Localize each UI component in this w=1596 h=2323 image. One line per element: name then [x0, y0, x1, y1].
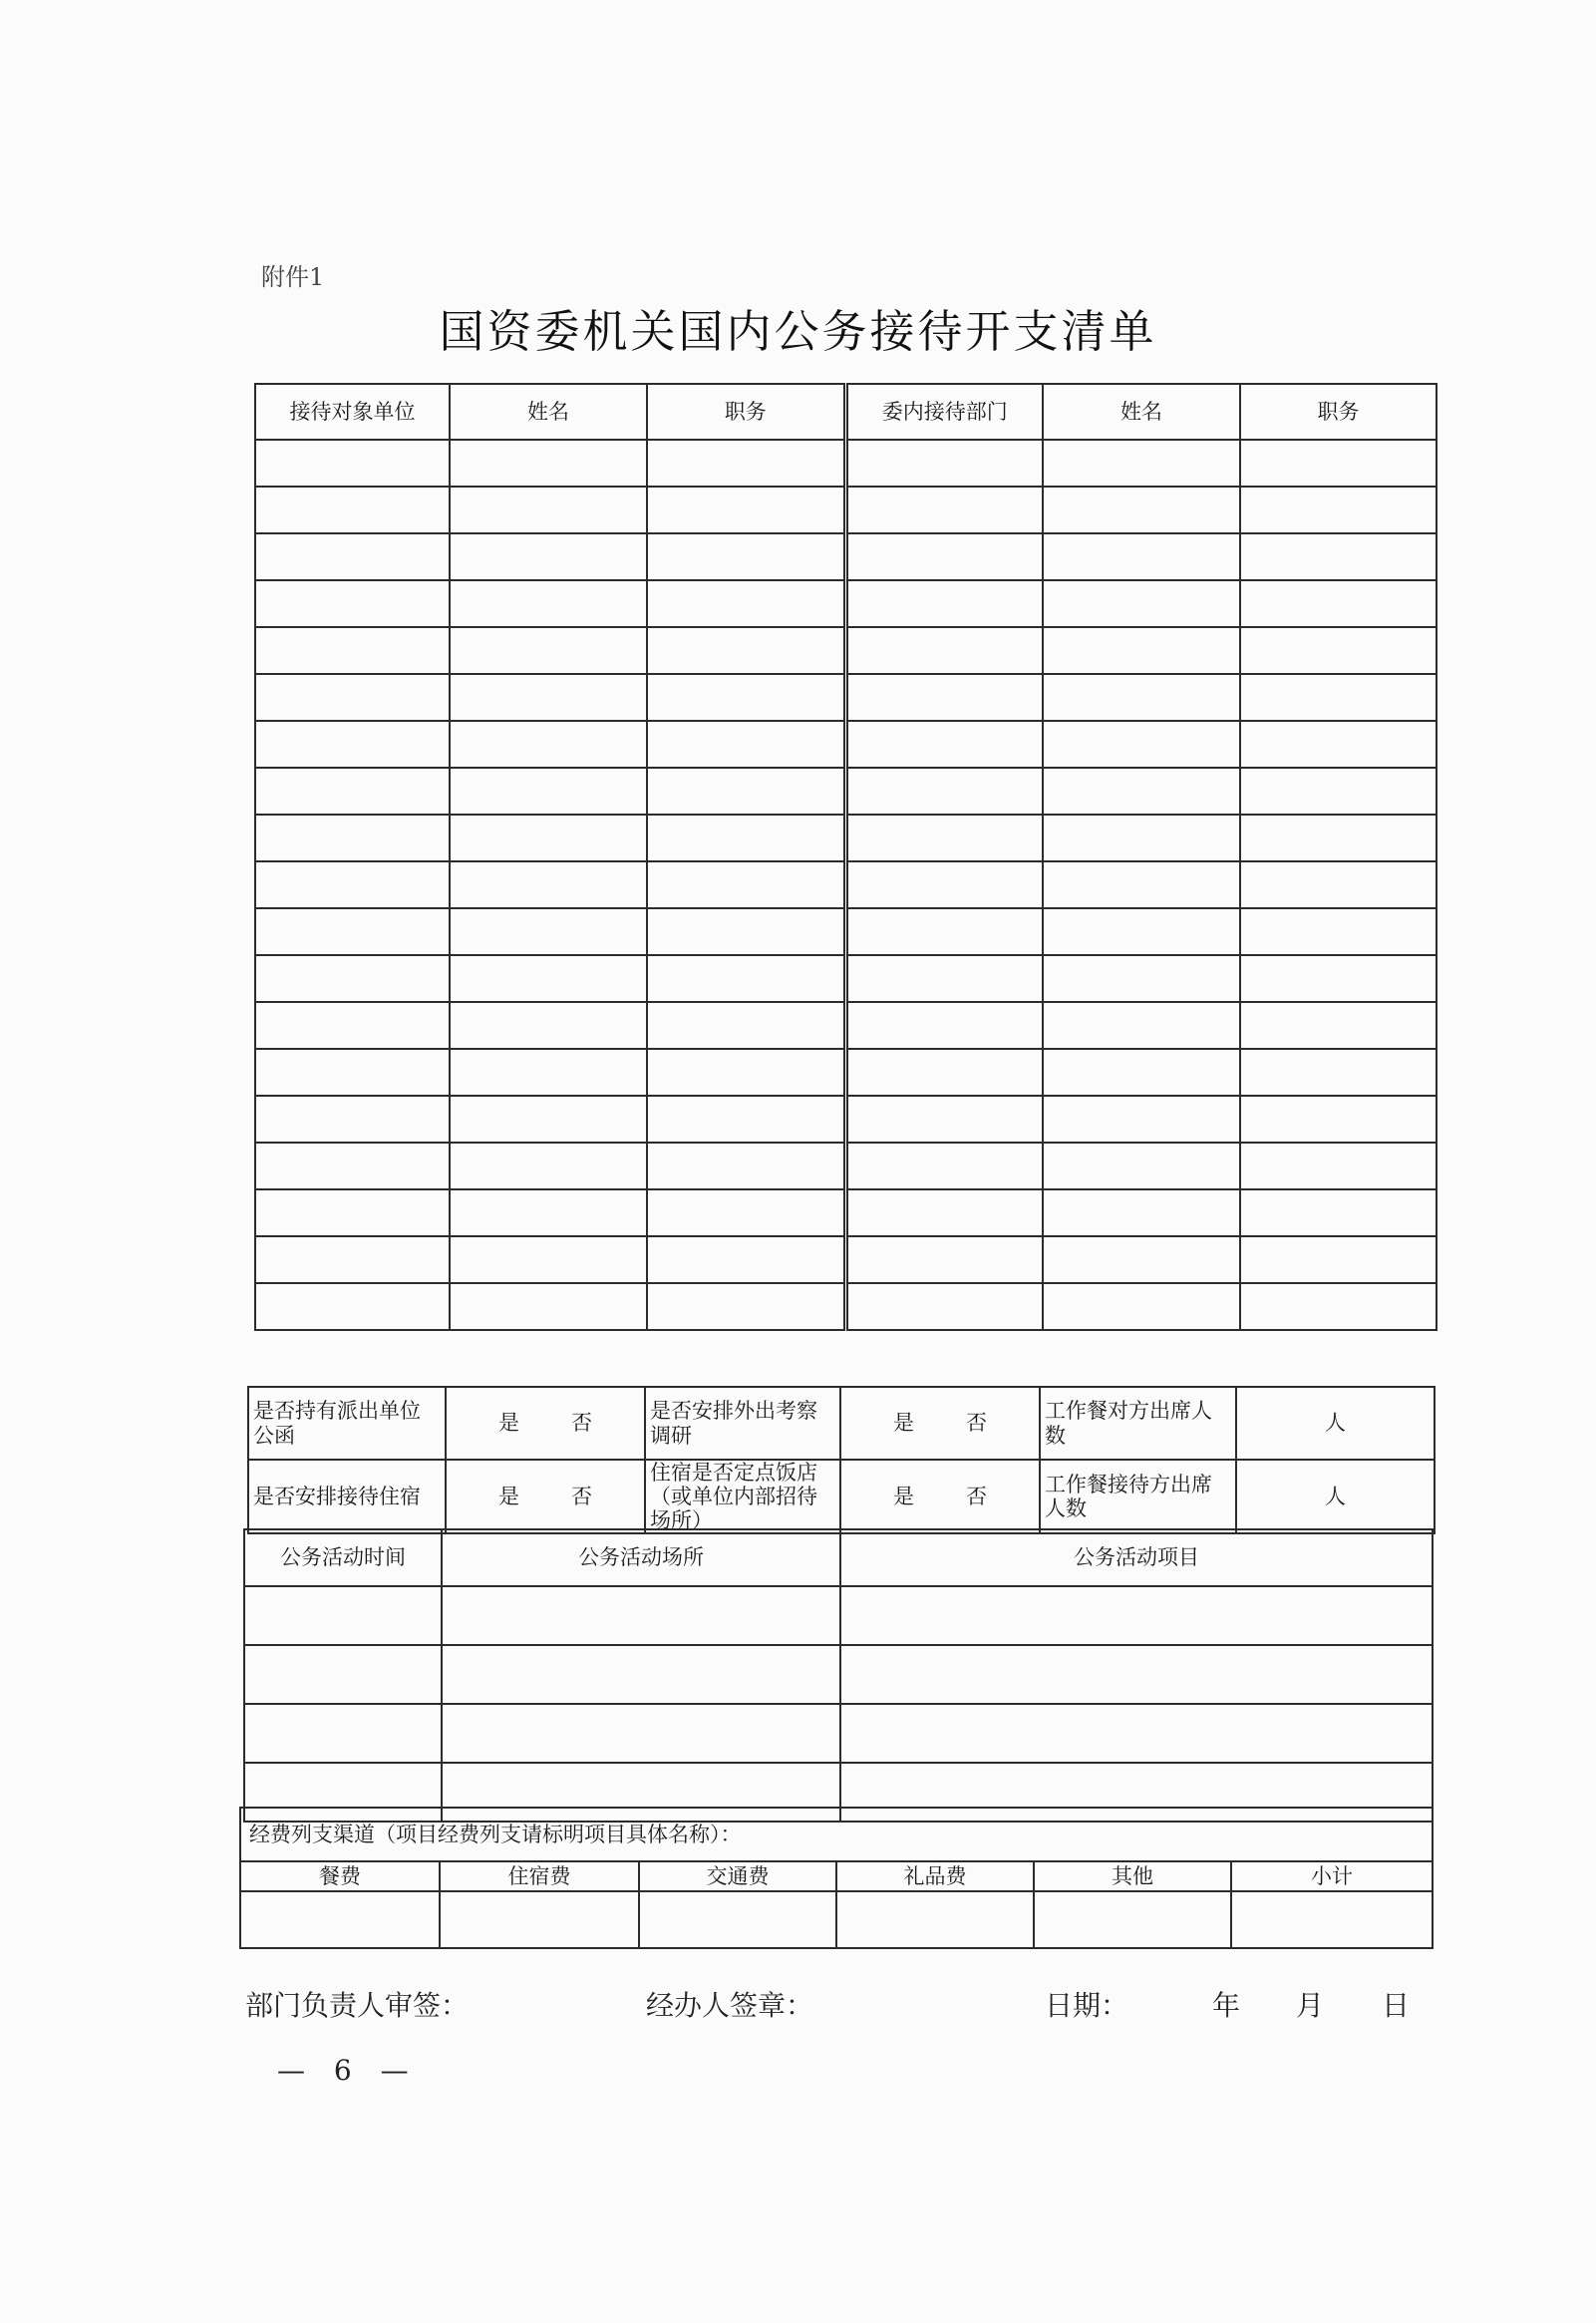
host-position-cell[interactable] [1240, 1283, 1436, 1330]
host-name-cell[interactable] [1043, 627, 1240, 674]
guest-position-cell[interactable] [647, 440, 845, 487]
guest-table-row [255, 1049, 1436, 1096]
guest-unit-cell[interactable] [255, 487, 450, 533]
host-department-cell[interactable] [845, 1002, 1043, 1049]
yes-no-cell[interactable] [840, 1460, 1040, 1533]
question-official-letter: 是否持有派出单位公函 [248, 1387, 446, 1460]
date-label: 日期： [1045, 1989, 1129, 2022]
year-label: 年 [1212, 1989, 1241, 2022]
day-label: 日 [1382, 1989, 1411, 2022]
host-department-cell[interactable] [845, 815, 1043, 861]
question-field-research: 是否安排外出考察调研 [645, 1387, 840, 1460]
host-department-cell[interactable] [845, 440, 1043, 487]
question-designated-hotel: 住宿是否定点饭店（或单位内部招待场所） [645, 1460, 840, 1533]
guest-unit-cell[interactable] [255, 627, 450, 674]
yes-no-cell[interactable] [840, 1387, 1040, 1460]
guest-unit-cell[interactable] [255, 1143, 450, 1189]
yes-no-cell[interactable] [446, 1460, 645, 1533]
host-position-cell[interactable] [1240, 1002, 1436, 1049]
header-host-position: 职务 [1240, 384, 1436, 440]
host-position-cell[interactable] [1240, 815, 1436, 861]
host-position-cell[interactable] [1240, 1096, 1436, 1143]
transport-fee-field[interactable] [639, 1891, 836, 1948]
guest-position-cell[interactable] [647, 674, 845, 721]
guest-name-cell[interactable] [450, 815, 647, 861]
host-name-cell[interactable] [1043, 721, 1240, 768]
guest-position-cell[interactable] [647, 1283, 845, 1330]
guest-name-cell[interactable] [450, 674, 647, 721]
header-activity-time: 公务活动时间 [244, 1529, 442, 1586]
gift-fee-field[interactable] [836, 1891, 1034, 1948]
host-name-cell[interactable] [1043, 1236, 1240, 1283]
attachment-label: 附件1 [261, 263, 325, 291]
no-option[interactable]: 否 [571, 1485, 592, 1509]
guest-unit-cell[interactable] [255, 721, 450, 768]
guest-unit-cell[interactable] [255, 674, 450, 721]
host-position-cell[interactable] [1240, 627, 1436, 674]
host-name-cell[interactable] [1043, 1002, 1240, 1049]
yes-option[interactable]: 是 [893, 1485, 914, 1509]
month-label: 月 [1296, 1989, 1325, 2022]
host-name-cell[interactable] [1043, 1049, 1240, 1096]
guest-position-cell[interactable] [647, 861, 845, 908]
no-option[interactable]: 否 [966, 1411, 987, 1436]
guest-table-row [255, 580, 1436, 627]
header-guest-name: 姓名 [450, 384, 647, 440]
guest-table-row [255, 440, 1436, 487]
guest-unit-cell[interactable] [255, 908, 450, 955]
guest-position-cell[interactable] [647, 955, 845, 1002]
expense-source-note[interactable]: 经费列支渠道（项目经费列支请标明项目具体名称）： [240, 1808, 1433, 1861]
host-position-cell[interactable] [1240, 721, 1436, 768]
no-option[interactable]: 否 [571, 1411, 592, 1436]
guest-position-cell[interactable] [647, 815, 845, 861]
activity-table-header-row [244, 1529, 1433, 1586]
host-name-cell[interactable] [1043, 440, 1240, 487]
guest-unit-cell[interactable] [255, 815, 450, 861]
guest-table-row [255, 1002, 1436, 1049]
subtotal-field[interactable] [1231, 1891, 1433, 1948]
yes-no-cell[interactable] [446, 1387, 645, 1460]
host-name-cell[interactable] [1043, 1283, 1240, 1330]
guest-table-header-row [255, 384, 1436, 440]
page-number: — 6 — [277, 2054, 419, 2087]
header-lodging-fee: 住宿费 [440, 1861, 639, 1891]
guest-table-row [255, 533, 1436, 580]
guest-unit-cell[interactable] [255, 1002, 450, 1049]
question-accommodation: 是否安排接待住宿 [248, 1460, 446, 1533]
guest-unit-cell[interactable] [255, 1096, 450, 1143]
guest-table-row [255, 627, 1436, 674]
host-position-cell[interactable] [1240, 1189, 1436, 1236]
document-title: 国资委机关国内公务接待开支清单 [439, 305, 1157, 358]
guest-table-row [255, 674, 1436, 721]
host-name-cell[interactable] [1043, 768, 1240, 815]
host-department-cell[interactable] [845, 580, 1043, 627]
meal-host-count-label: 工作餐接待方出席人数 [1040, 1460, 1236, 1533]
host-department-cell[interactable] [845, 768, 1043, 815]
header-guest-position: 职务 [647, 384, 845, 440]
host-name-cell[interactable] [1043, 908, 1240, 955]
guest-unit-cell[interactable] [255, 1283, 450, 1330]
host-department-cell[interactable] [845, 908, 1043, 955]
host-position-cell[interactable] [1240, 955, 1436, 1002]
guest-position-cell[interactable] [647, 1189, 845, 1236]
activity-item-cell[interactable] [840, 1704, 1433, 1763]
host-department-cell[interactable] [845, 487, 1043, 533]
host-position-cell[interactable] [1240, 580, 1436, 627]
guest-position-cell[interactable] [647, 1096, 845, 1143]
guest-name-cell[interactable] [450, 1189, 647, 1236]
guest-position-cell[interactable] [647, 1143, 845, 1189]
guest-unit-cell[interactable] [255, 533, 450, 580]
header-activity-venue: 公务活动场所 [442, 1529, 840, 1586]
meal-host-count-field[interactable]: 人 [1236, 1460, 1435, 1533]
other-fee-field[interactable] [1034, 1891, 1231, 1948]
host-position-cell[interactable] [1240, 533, 1436, 580]
question-row-1 [248, 1387, 1435, 1460]
activity-item-cell[interactable] [840, 1645, 1433, 1704]
header-host-name: 姓名 [1043, 384, 1240, 440]
guest-unit-cell[interactable] [255, 1189, 450, 1236]
host-name-cell[interactable] [1043, 533, 1240, 580]
host-name-cell[interactable] [1043, 955, 1240, 1002]
yes-option[interactable]: 是 [498, 1411, 519, 1436]
guest-position-cell[interactable] [647, 627, 845, 674]
header-subtotal: 小计 [1231, 1861, 1433, 1891]
host-name-cell[interactable] [1043, 580, 1240, 627]
guest-position-cell[interactable] [647, 533, 845, 580]
guest-table-row [255, 768, 1436, 815]
guest-name-cell[interactable] [450, 861, 647, 908]
yes-option[interactable]: 是 [498, 1485, 519, 1509]
host-position-cell[interactable] [1240, 1143, 1436, 1189]
guest-table-row [255, 955, 1436, 1002]
meal-fee-field[interactable] [240, 1891, 440, 1948]
meal-guest-count-label: 工作餐对方出席人数 [1040, 1387, 1236, 1460]
host-department-cell[interactable] [845, 721, 1043, 768]
guest-table-row [255, 487, 1436, 533]
activity-venue-cell[interactable] [442, 1704, 840, 1763]
guest-name-cell[interactable] [450, 533, 647, 580]
meal-guest-count-field[interactable]: 人 [1236, 1387, 1435, 1460]
host-department-cell[interactable] [845, 533, 1043, 580]
guest-unit-cell[interactable] [255, 768, 450, 815]
guest-name-cell[interactable] [450, 487, 647, 533]
host-name-cell[interactable] [1043, 674, 1240, 721]
yes-option[interactable]: 是 [893, 1411, 914, 1436]
guest-unit-cell[interactable] [255, 1049, 450, 1096]
expense-table [239, 1807, 1434, 1949]
guest-table-row [255, 1283, 1436, 1330]
guest-table-row [255, 1096, 1436, 1143]
guest-table-row [255, 1143, 1436, 1189]
guest-name-cell[interactable] [450, 1049, 647, 1096]
activity-time-cell[interactable] [244, 1586, 442, 1645]
host-name-cell[interactable] [1043, 1189, 1240, 1236]
guest-unit-cell[interactable] [255, 1236, 450, 1283]
guest-position-cell[interactable] [647, 580, 845, 627]
host-department-cell[interactable] [845, 1049, 1043, 1096]
host-position-cell[interactable] [1240, 908, 1436, 955]
host-name-cell[interactable] [1043, 861, 1240, 908]
header-gift-fee: 礼品费 [836, 1861, 1034, 1891]
header-transport-fee: 交通费 [639, 1861, 836, 1891]
guest-position-cell[interactable] [647, 768, 845, 815]
guest-table-row [255, 1189, 1436, 1236]
questions-table [247, 1386, 1436, 1534]
guest-position-cell[interactable] [647, 908, 845, 955]
host-position-cell[interactable] [1240, 1236, 1436, 1283]
no-option[interactable]: 否 [966, 1485, 987, 1509]
activity-table-row [244, 1645, 1433, 1704]
host-name-cell[interactable] [1043, 815, 1240, 861]
host-department-cell[interactable] [845, 674, 1043, 721]
header-meal-fee: 餐费 [240, 1861, 440, 1891]
guest-name-cell[interactable] [450, 1143, 647, 1189]
expense-note-row [240, 1808, 1433, 1861]
guest-position-cell[interactable] [647, 1002, 845, 1049]
host-department-cell[interactable] [845, 627, 1043, 674]
guest-name-cell[interactable] [450, 580, 647, 627]
guest-name-cell[interactable] [450, 1283, 647, 1330]
handler-signature-label: 经办人签章： [646, 1989, 814, 2022]
host-department-cell[interactable] [845, 1189, 1043, 1236]
host-department-cell[interactable] [845, 1096, 1043, 1143]
activity-table-row [244, 1704, 1433, 1763]
host-name-cell[interactable] [1043, 487, 1240, 533]
guest-unit-cell[interactable] [255, 580, 450, 627]
host-department-cell[interactable] [845, 1236, 1043, 1283]
expense-value-row [240, 1891, 1433, 1948]
guest-unit-cell[interactable] [255, 861, 450, 908]
activity-venue-cell[interactable] [442, 1645, 840, 1704]
activity-table-body [244, 1586, 1433, 1822]
host-department-cell[interactable] [845, 1283, 1043, 1330]
activity-venue-cell[interactable] [442, 1586, 840, 1645]
guest-host-table [254, 383, 1437, 1331]
expense-header-row [240, 1861, 1433, 1891]
host-position-cell[interactable] [1240, 674, 1436, 721]
guest-name-cell[interactable] [450, 1096, 647, 1143]
guest-table-row [255, 861, 1436, 908]
host-name-cell[interactable] [1043, 1143, 1240, 1189]
activity-time-cell[interactable] [244, 1645, 442, 1704]
host-position-cell[interactable] [1240, 487, 1436, 533]
host-position-cell[interactable] [1240, 768, 1436, 815]
header-host-department: 委内接待部门 [845, 384, 1043, 440]
dept-head-signature-label: 部门负责人审签： [245, 1989, 470, 2022]
guest-position-cell[interactable] [647, 1049, 845, 1096]
guest-table-row [255, 815, 1436, 861]
host-position-cell[interactable] [1240, 861, 1436, 908]
header-guest-unit: 接待对象单位 [255, 384, 450, 440]
header-activity-item: 公务活动项目 [840, 1529, 1433, 1586]
guest-position-cell[interactable] [647, 487, 845, 533]
guest-table-row [255, 721, 1436, 768]
host-position-cell[interactable] [1240, 1049, 1436, 1096]
host-position-cell[interactable] [1240, 440, 1436, 487]
guest-table-row [255, 908, 1436, 955]
guest-name-cell[interactable] [450, 1236, 647, 1283]
guest-name-cell[interactable] [450, 440, 647, 487]
guest-position-cell[interactable] [647, 721, 845, 768]
guest-table-row [255, 1236, 1436, 1283]
guest-name-cell[interactable] [450, 768, 647, 815]
activity-table [243, 1528, 1434, 1823]
host-department-cell[interactable] [845, 861, 1043, 908]
host-department-cell[interactable] [845, 1143, 1043, 1189]
guest-name-cell[interactable] [450, 1002, 647, 1049]
guest-name-cell[interactable] [450, 955, 647, 1002]
guest-name-cell[interactable] [450, 721, 647, 768]
guest-table-body [255, 440, 1436, 1330]
activity-item-cell[interactable] [840, 1586, 1433, 1645]
activity-table-row [244, 1586, 1433, 1645]
header-other-fee: 其他 [1034, 1861, 1231, 1891]
host-name-cell[interactable] [1043, 1096, 1240, 1143]
activity-time-cell[interactable] [244, 1704, 442, 1763]
guest-unit-cell[interactable] [255, 955, 450, 1002]
question-row-2 [248, 1460, 1435, 1533]
guest-unit-cell[interactable] [255, 440, 450, 487]
guest-name-cell[interactable] [450, 627, 647, 674]
guest-position-cell[interactable] [647, 1236, 845, 1283]
host-department-cell[interactable] [845, 955, 1043, 1002]
lodging-fee-field[interactable] [440, 1891, 639, 1948]
guest-name-cell[interactable] [450, 908, 647, 955]
